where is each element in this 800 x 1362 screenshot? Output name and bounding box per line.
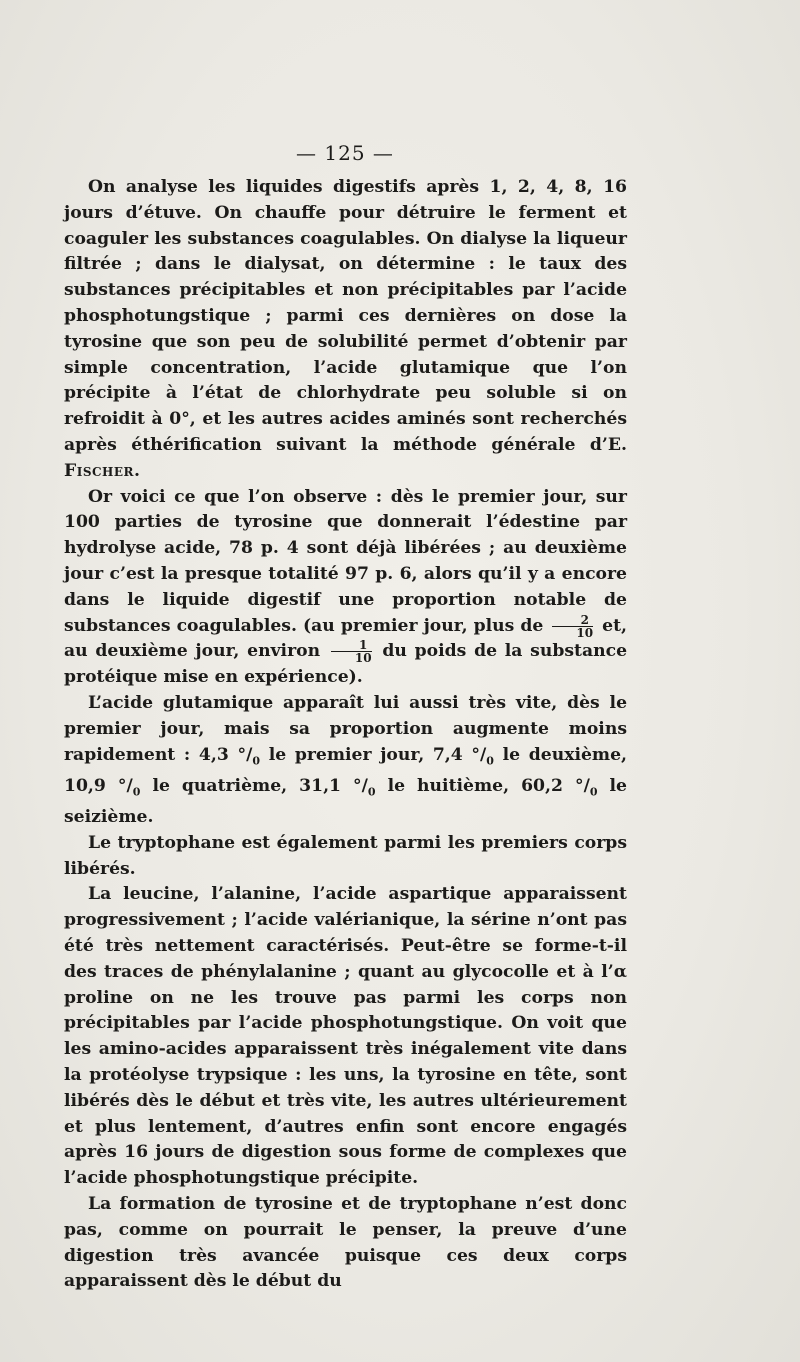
paragraph-3-text-c: le deuxième, 10,9 <box>64 744 628 796</box>
author-name: Fischer <box>64 460 134 481</box>
percent-sign: $^\circ/_0$ <box>353 775 376 799</box>
fraction-two-tenths <box>552 614 593 639</box>
paragraph-5: La leucine, l’alanine, l’acide aspartique apparaissent progressivement ; l’acide valérianique, la sérine n’ont pas été très nettement caractérisés. Peut-être se forme-t-il des traces de phénylalanine ; quant au glycocolle et à l’α proline on ne les trouve pas parmi les corps non précipitables par l’acide phosphotungstique. On voit que les amino-acides apparaissent très inégalement vite dans la protéolyse trypsique : les uns, la tyrosine en tête, sont libérés dès le début et très vite, les autres ultérieurement et plus lentement, d’autres enfin sont encore engagés après 16 jours de digestion sous forme de complexes que l’acide phosphotungstique précipite. <box>64 884 627 1189</box>
body-text <box>64 175 627 1295</box>
fraction-numerator: 2 <box>552 614 593 627</box>
fraction-numerator: 1 <box>331 639 372 652</box>
paragraph-2 <box>64 485 627 691</box>
paragraph-1 <box>64 175 627 485</box>
paragraph-3-text-a: L’acide glutamique apparaît lui aussi très vite, dès le premier jour, mais sa proportion augmente moins rapidement : 4,3 <box>64 692 627 765</box>
paragraph-3-text-f: le seizième. <box>64 775 627 827</box>
percent-sign: $^\circ/_0$ <box>574 775 598 799</box>
paragraph-1-end: . <box>134 460 140 481</box>
paragraph-3-text-b: le premier jour, 7,4 <box>268 744 463 765</box>
percent-sign: $^\circ/_0$ <box>471 744 494 767</box>
paragraph-6: La formation de tyrosine et de tryptophane n’est donc pas, comme on pourrait le penser, la preuve d’une digestion très avancée puisque ces deux corps apparaissent dès le début du <box>64 1193 627 1292</box>
paragraph-3 <box>64 691 627 831</box>
paragraph-3-text-d: le quatrième, 31,1 <box>152 775 342 796</box>
paragraph-2-text-b: et, au deuxième jour, environ <box>64 615 628 662</box>
paragraph-4: Le tryptophane est également parmi les premiers corps libérés. <box>64 832 627 879</box>
percent-sign: $^\circ/_0$ <box>237 744 261 767</box>
paragraph-1-text: On analyse les liquides digestifs après 1, 2, 4, 8, 16 jours d’étuve. On chauffe pour détruire le ferment et coaguler les substances coagulables. On dialyse la liqueur filtrée ; dans le dialysat, on détermine : le taux des substances précipitables et non précipitables par l’acide phosphotungstique ; parmi ces dernières on dose la tyrosine que son peu de solubilité permet d’obtenir par simple concentration, l’acide glutamique que l’on précipite à l’état de chlorhydrate peu soluble si on refroidit à 0°, et les autres acides aminés sont recherchés après éthérification suivant la méthode générale d’E. <box>64 177 627 455</box>
fraction-denominator: 10 <box>576 625 594 640</box>
fraction-denominator: 10 <box>354 651 372 666</box>
page-number: — 125 — <box>296 141 394 165</box>
paragraph-2-text-c: du poids de la substance protéique mise en expérience). <box>64 641 628 688</box>
fraction-one-tenth <box>331 639 372 664</box>
percent-sign: $^\circ/_0$ <box>117 775 141 799</box>
paragraph-3-text-e: le huitième, 60,2 <box>387 775 563 796</box>
paragraph-2-text-a: Or voici ce que l’on observe : dès le premier jour, sur 100 parties de tyrosine que donnerait l’édestine par hydrolyse acide, 78 p. 4 sont déjà libérées ; au deuxième jour c’est la presque totalité 97 p. 6, alors qu’il y a encore dans le liquide digestif une proportion notable de substances coagulables. (au premier jour, plus de <box>64 486 627 636</box>
